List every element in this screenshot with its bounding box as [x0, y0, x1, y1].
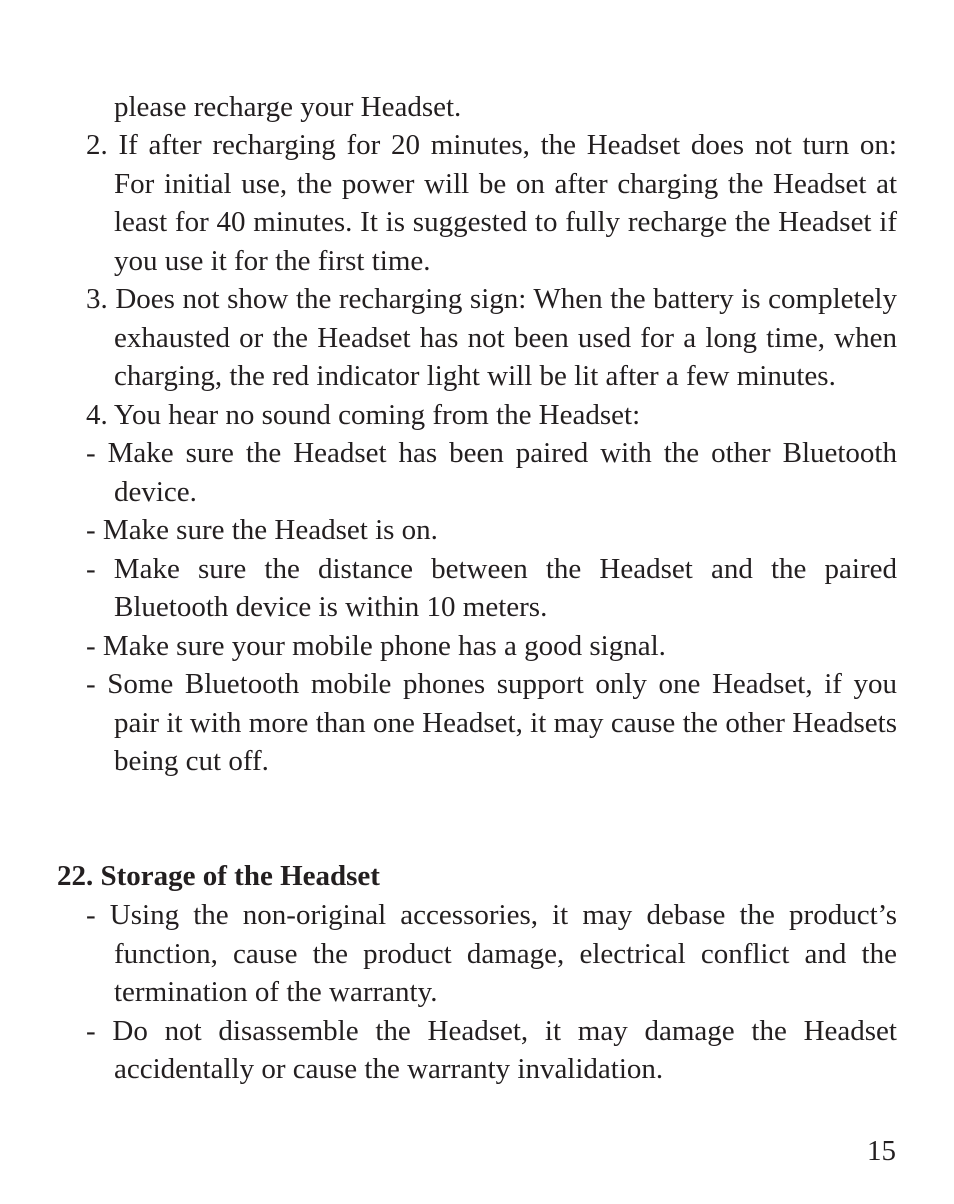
bullet-paired: - Make sure the Headset has been paired with the other Bluetooth device.	[86, 437, 897, 508]
bullet-headset-on: - Make sure the Headset is on.	[86, 514, 438, 546]
troubleshooting-item-4: 4. You hear no sound coming from the Headset:	[86, 398, 641, 431]
troubleshooting-item-3: 3. Does not show the recharging sign: When the battery is completely exhausted or the Headset has not been used for a long time, when charging, the red indicator light will be lit after a few minutes.	[86, 283, 897, 392]
section-heading: 22. Storage of the Headset	[57, 860, 380, 892]
storage-item-disassemble: - Do not disassemble the Headset, it may damage the Headset accidentally or cause the warranty invalidation.	[86, 1014, 897, 1085]
troubleshooting-item-2: 2. If after recharging for 20 minutes, the Headset does not turn on: For initial use, the power will be on after charging the Headset at least for 40 minutes. It is suggested to fully recharge the Headset if you use it for the first time.	[86, 129, 897, 277]
storage-list	[86, 896, 897, 1089]
bullet-single-headset: - Some Bluetooth mobile phones support only one Headset, if you pair it with more than one Headset, it may cause the other Headsets being cut off.	[86, 668, 897, 777]
storage-item-accessories: - Using the non-original accessories, it may debase the product’s function, cause the product damage, electrical conflict and the termination of the warranty.	[86, 899, 897, 1008]
troubleshooting-list	[86, 126, 897, 781]
continuation-text: please recharge your Headset.	[114, 91, 462, 123]
bullet-distance: - Make sure the distance between the Headset and the paired Bluetooth device is within 10 meters.	[86, 552, 897, 623]
page-number: 15	[867, 1135, 896, 1167]
bullet-signal: - Make sure your mobile phone has a good signal.	[86, 629, 666, 662]
